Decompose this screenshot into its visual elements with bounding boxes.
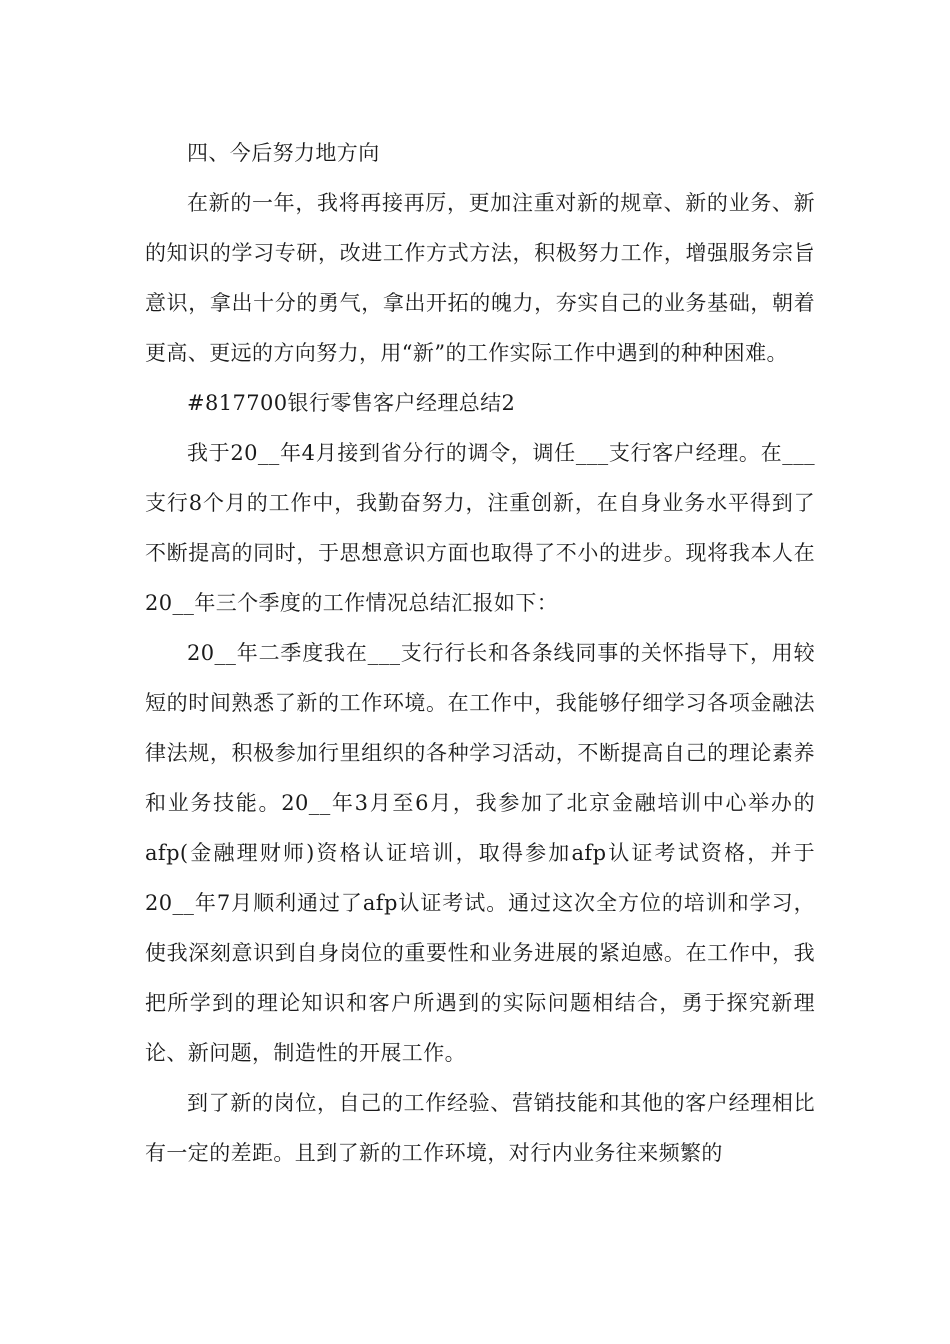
section-heading: 四、今后努力地方向 [187, 141, 380, 165]
paragraph: 在新的一年，我将再接再厉，更加注重对新的规章、新的业务、新的知识的学习专研，改进工作方式方法，积极努力工作，增强服务宗旨意识，拿出十分的勇气，拿出开拓的魄力，夯实自己的业务基础，朝着更高、更远的方向努力，用“新”的工作实际工作中遇到的种种困难。 [145, 191, 815, 365]
paragraph: 到了新的岗位，自己的工作经验、营销技能和其他的客户经理相比有一定的差距。且到了新的工作环境，对行内业务往来频繁的 [145, 1091, 815, 1165]
paragraph: 20__年二季度我在___支行行长和各条线同事的关怀指导下，用较短的时间熟悉了新的工作环境。在工作中，我能够仔细学习各项金融法律法规，积极参加行里组织的各种学习活动，不断提高自己的理论素养和业务技能。20__年3月至6月，我参加了北京金融培训中心举办的afp(金融理财师)资格认证培训，取得参加afp认证考试资格，并于20__年7月顺利通过了afp认证考试。通过这次全方位的培训和学习，使我深刻意识到自身岗位的重要性和业务进展的紧迫感。在工作中，我把所学到的理论知识和客户所遇到的实际问题相结合，勇于探究新理论、新问题，制造性的开展工作。 [145, 641, 815, 1065]
paragraph: 我于20__年4月接到省分行的调令，调任___支行客户经理。在___支行8个月的工作中，我勤奋努力，注重创新，在自身业务水平得到了不断提高的同时，于思想意识方面也取得了不小的进步。现将我本人在20__年三个季度的工作情况总结汇报如下： [145, 441, 815, 615]
document-body [145, 128, 815, 1178]
article-title: #817700银行零售客户经理总结2 [187, 391, 516, 415]
